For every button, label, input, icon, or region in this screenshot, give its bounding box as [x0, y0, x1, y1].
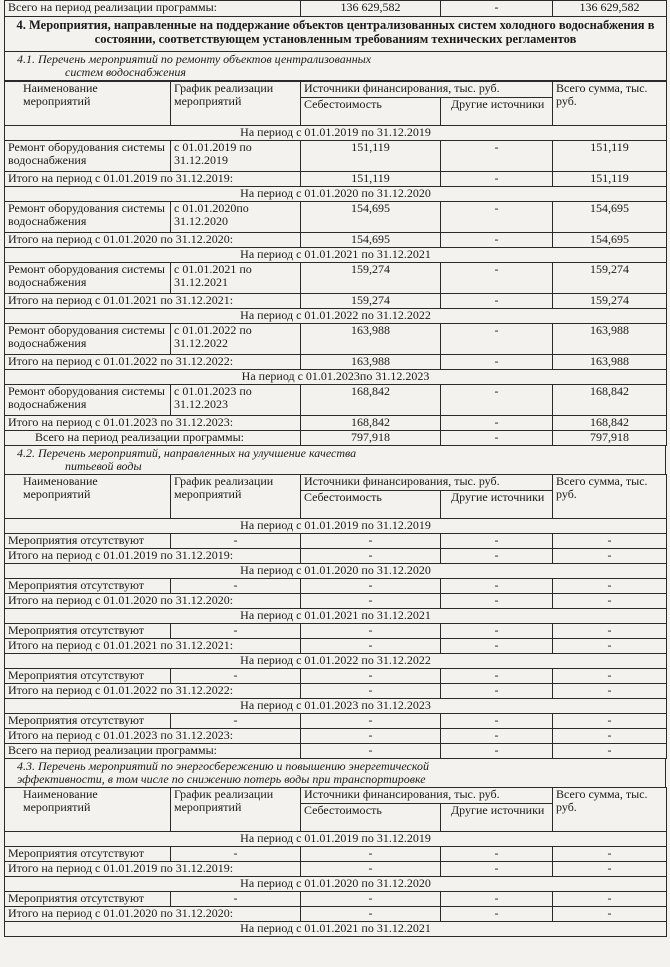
grand-total-label: Всего на период реализации программы: — [5, 431, 301, 446]
subsection-4-3-line2: эффективности, в том числе по снижению потерь воды при транспортировке — [17, 772, 426, 786]
period-header: На период с 01.01.2023по 31.12.2023 — [5, 370, 667, 385]
subtotal-cost: - — [301, 862, 441, 877]
measure-name: Ремонт оборудования системы водоснабжения — [5, 141, 171, 172]
measure-cost: - — [301, 669, 441, 684]
measure-other: - — [441, 847, 553, 862]
subsection-4-3-title — [4, 759, 666, 787]
section-4-title: 4. Мероприятия, направленные на поддержание объектов централизованных систем холодного водоснабжения в состоянии, соответствующем установленным требованиям технических регламентов — [5, 17, 667, 52]
measure-schedule: - — [171, 534, 301, 549]
measure-other: - — [441, 579, 553, 594]
table-row — [5, 579, 667, 594]
grand-total-cost: 797,918 — [301, 431, 441, 446]
measure-sum: - — [553, 892, 667, 907]
measure-cost: - — [301, 579, 441, 594]
subtotal-row — [5, 172, 667, 187]
subtotal-row — [5, 594, 667, 609]
subtotal-row — [5, 294, 667, 309]
measure-name: Ремонт оборудования системы водоснабжения — [5, 385, 171, 416]
measure-schedule: - — [171, 892, 301, 907]
subtotal-cost: - — [301, 907, 441, 922]
header-name: Наименование мероприятий — [5, 788, 171, 832]
subtotal-sum: - — [553, 594, 667, 609]
period-header: На период с 01.01.2021 по 31.12.2021 — [5, 922, 667, 937]
measure-cost: 154,695 — [301, 202, 441, 233]
subtotal-row — [5, 233, 667, 248]
subsection-4-1-title — [5, 52, 667, 81]
table-row — [5, 669, 667, 684]
subtotal-cost: - — [301, 639, 441, 654]
measure-sum: - — [553, 624, 667, 639]
measure-other: - — [441, 202, 553, 233]
measure-other: - — [441, 385, 553, 416]
subtotal-cost: - — [301, 549, 441, 564]
subsection-4-2-line1: 4.2. Перечень мероприятий, направленных на улучшение качества — [17, 446, 357, 460]
subtotal-label: Итого на период с 01.01.2019 по 31.12.2019: — [5, 172, 301, 187]
period-header: На период с 01.01.2020 по 31.12.2020 — [5, 187, 667, 202]
table-row — [5, 141, 667, 172]
subtotal-other: - — [441, 294, 553, 309]
top-total-label: Всего на период реализации программы: — [5, 1, 301, 17]
header-total: Всего сумма, тыс. руб. — [553, 82, 667, 126]
header-total: Всего сумма, тыс. руб. — [553, 788, 667, 832]
measure-sum: - — [553, 669, 667, 684]
subtotal-cost: 159,274 — [301, 294, 441, 309]
measure-sum: 154,695 — [553, 202, 667, 233]
measure-name: Мероприятия отсутствуют — [5, 669, 171, 684]
header-cost: Себестоимость — [301, 491, 441, 519]
header-sources: Источники финансирования, тыс. руб. — [301, 82, 553, 98]
period-header: На период с 01.01.2019 по 31.12.2019 — [5, 519, 667, 534]
grand-total-sum: - — [553, 744, 667, 759]
subtotal-label: Итого на период с 01.01.2020 по 31.12.2020: — [5, 594, 301, 609]
table-header-row — [5, 82, 667, 98]
measure-name: Мероприятия отсутствуют — [5, 714, 171, 729]
header-name: Наименование мероприятий — [5, 82, 171, 126]
measure-schedule: - — [171, 714, 301, 729]
measure-schedule: с 01.01.2023 по 31.12.2023 — [171, 385, 301, 416]
table-header-row — [5, 475, 667, 491]
subtotal-label: Итого на период с 01.01.2020 по 31.12.2020: — [5, 907, 301, 922]
grand-total-other: - — [441, 431, 553, 446]
subtotal-sum: - — [553, 639, 667, 654]
table-row — [5, 385, 667, 416]
top-total-sum: 136 629,582 — [553, 1, 667, 17]
measure-name: Мероприятия отсутствуют — [5, 847, 171, 862]
measure-other: - — [441, 141, 553, 172]
table-row — [5, 714, 667, 729]
subtotal-cost: - — [301, 729, 441, 744]
measure-cost: - — [301, 892, 441, 907]
table-header-row — [5, 788, 667, 804]
subtotal-label: Итого на период с 01.01.2022 по 31.12.2022: — [5, 684, 301, 699]
subtotal-cost: 154,695 — [301, 233, 441, 248]
measure-cost: - — [301, 534, 441, 549]
subtotal-sum: - — [553, 907, 667, 922]
period-header: На период с 01.01.2023 по 31.12.2023 — [5, 699, 667, 714]
period-header: На период с 01.01.2022 по 31.12.2022 — [5, 654, 667, 669]
grand-total-row — [5, 431, 667, 446]
grand-total-sum: 797,918 — [553, 431, 667, 446]
period-header: На период с 01.01.2019 по 31.12.2019 — [5, 126, 667, 141]
measure-other: - — [441, 324, 553, 355]
period-header: На период с 01.01.2019 по 31.12.2019 — [5, 832, 667, 847]
measure-sum: - — [553, 847, 667, 862]
measure-name: Мероприятия отсутствуют — [5, 892, 171, 907]
subsection-4-1-line1: 4.1. Перечень мероприятий по ремонту объектов централизованных — [17, 52, 372, 66]
subtotal-row — [5, 684, 667, 699]
table-row — [5, 534, 667, 549]
subtotal-sum: 168,842 — [553, 416, 667, 431]
measure-schedule: - — [171, 847, 301, 862]
subtotal-cost: 151,119 — [301, 172, 441, 187]
measure-name: Ремонт оборудования системы водоснабжения — [5, 202, 171, 233]
subtotal-label: Итого на период с 01.01.2023 по 31.12.2023: — [5, 416, 301, 431]
measure-schedule: с 01.01.2020по 31.12.2020 — [171, 202, 301, 233]
header-schedule: График реализации мероприятий — [171, 475, 301, 519]
measure-sum: - — [553, 534, 667, 549]
subtotal-sum: 159,274 — [553, 294, 667, 309]
table-4-1 — [4, 81, 667, 446]
period-header: На период с 01.01.2020 по 31.12.2020 — [5, 564, 667, 579]
subtotal-label: Итого на период с 01.01.2019 по 31.12.2019: — [5, 549, 301, 564]
measure-other: - — [441, 624, 553, 639]
top-total-row — [5, 1, 667, 17]
subtotal-sum: 154,695 — [553, 233, 667, 248]
header-schedule: График реализации мероприятий — [171, 82, 301, 126]
measure-schedule: - — [171, 669, 301, 684]
table-row — [5, 892, 667, 907]
subsection-4-3-line1: 4.3. Перечень мероприятий по энергосбережению и повышению энергетической — [17, 759, 430, 773]
subtotal-other: - — [441, 684, 553, 699]
subtotal-row — [5, 355, 667, 370]
measure-sum: 159,274 — [553, 263, 667, 294]
measure-other: - — [441, 714, 553, 729]
grand-total-label: Всего на период реализации программы: — [5, 744, 301, 759]
grand-total-other: - — [441, 744, 553, 759]
subtotal-other: - — [441, 639, 553, 654]
header-name: Наименование мероприятий — [5, 475, 171, 519]
subsection-4-1-line2: систем водоснабжения — [65, 65, 186, 79]
measure-name: Мероприятия отсутствуют — [5, 534, 171, 549]
measure-cost: - — [301, 847, 441, 862]
header-cost: Себестоимость — [301, 804, 441, 832]
measure-other: - — [441, 892, 553, 907]
header-total: Всего сумма, тыс. руб. — [553, 475, 667, 519]
subtotal-other: - — [441, 549, 553, 564]
subtotal-other: - — [441, 355, 553, 370]
subtotal-label: Итого на период с 01.01.2019 по 31.12.2019: — [5, 862, 301, 877]
subtotal-cost: 168,842 — [301, 416, 441, 431]
measure-schedule: с 01.01.2021 по 31.12.2021 — [171, 263, 301, 294]
period-header: На период с 01.01.2021 по 31.12.2021 — [5, 609, 667, 624]
subtotal-other: - — [441, 233, 553, 248]
subtotal-sum: 151,119 — [553, 172, 667, 187]
subtotal-label: Итого на период с 01.01.2023 по 31.12.2023: — [5, 729, 301, 744]
period-header: На период с 01.01.2020 по 31.12.2020 — [5, 877, 667, 892]
subtotal-row — [5, 907, 667, 922]
subtotal-cost: - — [301, 594, 441, 609]
table-row — [5, 263, 667, 294]
measure-sum: 163,988 — [553, 324, 667, 355]
subtotal-row — [5, 416, 667, 431]
table-4-2 — [4, 474, 667, 759]
subtotal-row — [5, 729, 667, 744]
measure-cost: - — [301, 714, 441, 729]
subtotal-sum: - — [553, 549, 667, 564]
subtotal-sum: - — [553, 729, 667, 744]
period-header: На период с 01.01.2021 по 31.12.2021 — [5, 248, 667, 263]
measure-schedule: с 01.01.2019 по 31.12.2019 — [171, 141, 301, 172]
header-sources: Источники финансирования, тыс. руб. — [301, 788, 553, 804]
table-4-3 — [4, 787, 667, 937]
table-row — [5, 324, 667, 355]
measure-name: Мероприятия отсутствуют — [5, 624, 171, 639]
measure-other: - — [441, 669, 553, 684]
top-total-other: - — [441, 1, 553, 17]
subtotal-other: - — [441, 172, 553, 187]
measure-cost: 163,988 — [301, 324, 441, 355]
measure-sum: 168,842 — [553, 385, 667, 416]
measure-sum: - — [553, 714, 667, 729]
subtotal-row — [5, 549, 667, 564]
measure-name: Ремонт оборудования системы водоснабжения — [5, 263, 171, 294]
measure-sum: 151,119 — [553, 141, 667, 172]
period-header: На период с 01.01.2022 по 31.12.2022 — [5, 309, 667, 324]
table-top — [4, 0, 667, 81]
grand-total-row — [5, 744, 667, 759]
header-other: Другие источники — [441, 491, 553, 519]
subtotal-label: Итого на период с 01.01.2022 по 31.12.2022: — [5, 355, 301, 370]
subtotal-cost: 163,988 — [301, 355, 441, 370]
subtotal-label: Итого на период с 01.01.2021 по 31.12.2021: — [5, 639, 301, 654]
measure-cost: 168,842 — [301, 385, 441, 416]
subtotal-sum: 163,988 — [553, 355, 667, 370]
subtotal-label: Итого на период с 01.01.2021 по 31.12.2021: — [5, 294, 301, 309]
grand-total-cost: - — [301, 744, 441, 759]
header-schedule: График реализации мероприятий — [171, 788, 301, 832]
subtotal-other: - — [441, 907, 553, 922]
subtotal-label: Итого на период с 01.01.2020 по 31.12.2020: — [5, 233, 301, 248]
subtotal-other: - — [441, 416, 553, 431]
measure-sum: - — [553, 579, 667, 594]
subtotal-other: - — [441, 862, 553, 877]
subtotal-row — [5, 862, 667, 877]
header-other: Другие источники — [441, 98, 553, 126]
measure-cost: 159,274 — [301, 263, 441, 294]
table-row — [5, 847, 667, 862]
subtotal-row — [5, 639, 667, 654]
subsection-4-2-line2: питьевой воды — [65, 459, 142, 473]
document-page — [4, 0, 666, 937]
measure-name: Мероприятия отсутствуют — [5, 579, 171, 594]
subtotal-other: - — [441, 594, 553, 609]
table-row — [5, 202, 667, 233]
top-total-self: 136 629,582 — [301, 1, 441, 17]
header-sources: Источники финансирования, тыс. руб. — [301, 475, 553, 491]
measure-cost: - — [301, 624, 441, 639]
header-cost: Себестоимость — [301, 98, 441, 126]
measure-schedule: - — [171, 624, 301, 639]
measure-schedule: с 01.01.2022 по 31.12.2022 — [171, 324, 301, 355]
subtotal-cost: - — [301, 684, 441, 699]
subsection-4-2-title — [4, 446, 666, 474]
table-row — [5, 624, 667, 639]
subtotal-sum: - — [553, 684, 667, 699]
subtotal-sum: - — [553, 862, 667, 877]
subtotal-other: - — [441, 729, 553, 744]
measure-name: Ремонт оборудования системы водоснабжения — [5, 324, 171, 355]
header-other: Другие источники — [441, 804, 553, 832]
measure-other: - — [441, 534, 553, 549]
measure-other: - — [441, 263, 553, 294]
measure-cost: 151,119 — [301, 141, 441, 172]
measure-schedule: - — [171, 579, 301, 594]
